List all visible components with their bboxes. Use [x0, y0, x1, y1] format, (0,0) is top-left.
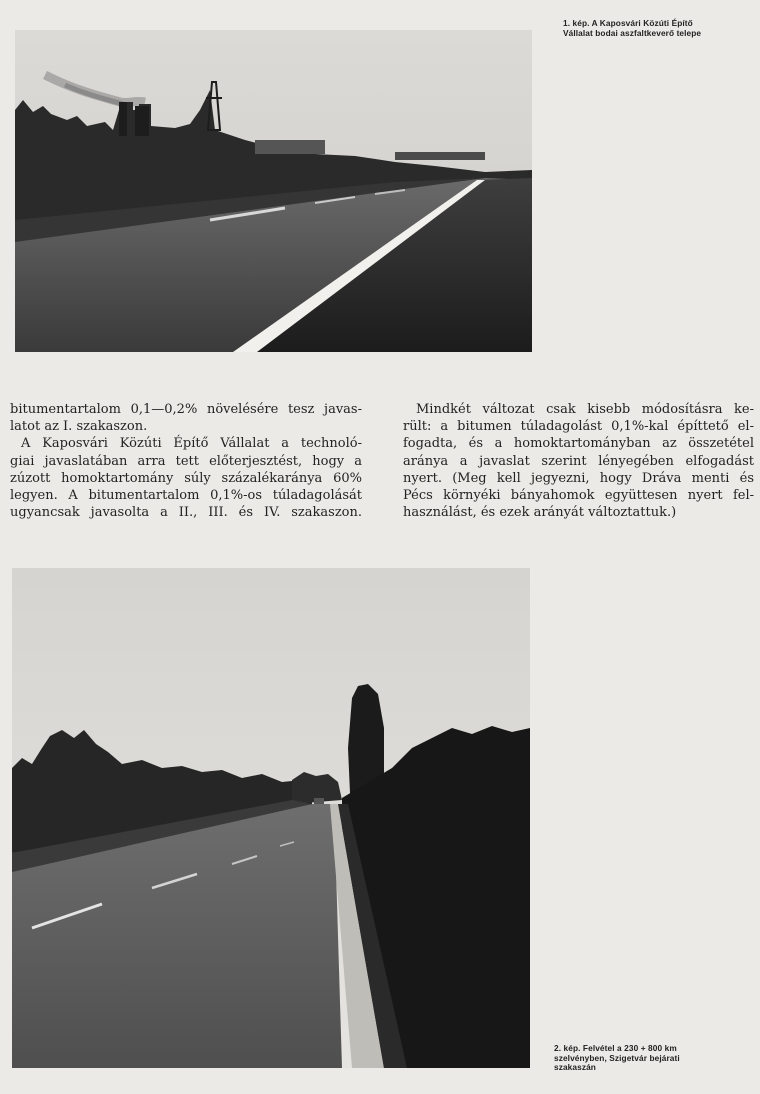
- photo1-caption: [563, 19, 701, 38]
- photo-asphalt-plant-image: [15, 30, 532, 352]
- text-line: giai javaslatában arra tett előterjesztést, hogy a: [10, 453, 362, 469]
- photo-road-szigetvar: [12, 568, 530, 1068]
- text-line: aránya a javaslat szerint lényegében elfogadást: [403, 453, 754, 469]
- text-line: Mindkét változat csak kisebb módosításra ke-: [416, 402, 754, 417]
- photo1-caption-line: 1. kép. A Kaposvári Közúti Építő: [563, 18, 693, 28]
- text-line: zúzott homoktartomány súly százalékaránya 60%: [10, 470, 362, 486]
- text-line: ugyancsak javasolta a II., III. és IV. szakaszon.: [10, 505, 362, 521]
- photo-asphalt-plant: [15, 30, 532, 352]
- photo-road-szigetvar-image: [12, 568, 530, 1068]
- text-line: latot az I. szakaszon.: [10, 419, 148, 435]
- text-line: A Kaposvári Közúti Építő Vállalat a technoló-: [21, 436, 362, 452]
- photo2-caption-line: 2. kép. Felvétel a 230 + 800 km: [554, 1043, 677, 1053]
- paragraph: [403, 401, 754, 521]
- text-line: legyen. A bitumentartalom 0,1%-os túladagolását: [10, 488, 362, 504]
- photo2-caption-line: szakaszán: [554, 1062, 596, 1072]
- paragraph: [10, 401, 362, 435]
- photo2-caption-line: szelvényben, Szigetvár bejárati: [554, 1052, 680, 1063]
- text-line: fogadta, és a homoktartományban az összetétel: [403, 436, 754, 452]
- text-line: nyert. (Meg kell jegyezni, hogy Dráva menti és: [403, 470, 754, 486]
- text-column-right: [403, 401, 754, 521]
- text-column-left: [10, 401, 362, 521]
- paragraph: [10, 435, 362, 521]
- text-line: használást, és ezek arányát változtattuk.): [403, 505, 677, 521]
- text-line: Pécs környéki bányahomok együttesen nyert fel-: [403, 488, 754, 504]
- text-line: bitumentartalom 0,1—0,2% növelésére tesz javas-: [10, 402, 362, 417]
- text-line: rült: a bitumen túladagolást 0,1%-kal építtető el-: [403, 419, 754, 435]
- photo1-caption-line: Vállalat bodai aszfaltkeverő telepe: [563, 27, 702, 38]
- photo2-caption: [554, 1044, 680, 1073]
